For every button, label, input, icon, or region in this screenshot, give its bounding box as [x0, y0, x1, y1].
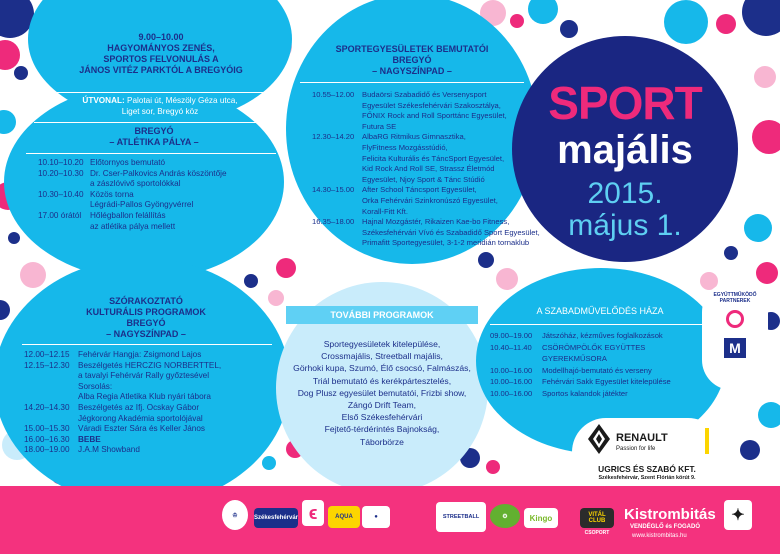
program-desc: Dr. Cser-Palkovics András köszöntője — [90, 168, 227, 178]
tovabbi-program-list — [282, 338, 482, 448]
program-time — [312, 228, 362, 239]
program-desc: CSÖRÖMPÖLŐK EGYÜTTES — [542, 342, 646, 352]
program-desc: az atlétika pálya mellett — [90, 221, 176, 231]
sponsor-company: UGRICS ÉS SZABÓ KFT. — [598, 464, 696, 474]
program-time — [38, 200, 90, 211]
tovabbi-line: Sportegyesületek kitelepülése, — [323, 339, 441, 349]
kulturalis-title-line: BREGYÓ — [126, 318, 166, 328]
sponsor-address: Székesfehérvár, Szent Flórián körút 9. — [598, 475, 696, 481]
kulturalis-title — [34, 296, 258, 340]
program-desc: GYEREKMŰSORA — [542, 354, 607, 364]
title-majalis: majális — [557, 128, 693, 172]
renault-logo-icon — [588, 424, 610, 454]
program-desc: Székesfehérvári Vívó és Szabadidő Sport Egyesület, — [362, 227, 540, 237]
program-time: 10.30–10.40 — [38, 189, 84, 199]
program-desc: FŐNIX Rock and Roll Sporttánc Egyesület, — [362, 111, 507, 121]
program-row — [38, 190, 278, 201]
program-row — [24, 361, 276, 372]
partner-label: EGYÜTTMŰKÖDŐ — [713, 292, 757, 298]
program-time — [24, 414, 78, 425]
program-row — [312, 228, 540, 239]
program-time — [312, 238, 362, 249]
program-row — [490, 353, 720, 365]
divider — [26, 153, 276, 154]
program-time — [312, 122, 362, 133]
program-time: 12.00–12.15 — [24, 350, 70, 359]
program-time — [312, 196, 362, 207]
program-desc: Jégkorong Akadémia sportolójával — [78, 413, 203, 423]
atletika-title-line: – ATLÉTIKA PÁLYA – — [109, 137, 199, 147]
footer-logo-bird-icon: ✦ — [724, 500, 752, 530]
program-time: 10.40–11.40 — [490, 342, 532, 352]
program-row — [490, 365, 720, 377]
program-desc: Beszélgetés az Ifj. Ocskay Gábor — [78, 402, 200, 412]
program-desc: Váradi Eszter Sára és Keller János — [78, 424, 205, 434]
renault-text: RENAULT — [616, 432, 668, 444]
sport-title-line: SPORTEGYESÜLETEK BEMUTATÓI — [335, 44, 489, 54]
footer-logo-streetball: STREETBALL — [436, 502, 486, 532]
kistrombitas-name: Kistrombitás — [624, 506, 716, 523]
footer-logo-bike-icon: ⚙ — [490, 504, 520, 528]
program-time — [24, 371, 78, 382]
footer-logo-round-icon: ● — [362, 506, 390, 528]
program-row — [312, 217, 540, 228]
program-desc: Egyesület Székesfehérvári Szakosztálya, — [362, 100, 501, 110]
kulturalis-title-line: – NAGYSZÍNPAD – — [106, 329, 186, 339]
program-time: 17.00 órától — [38, 210, 82, 220]
program-row — [38, 200, 278, 211]
program-time: 15.00–15.30 — [24, 424, 70, 434]
sport-title-line: BREGYÓ — [392, 55, 432, 65]
program-desc: After School Táncsport Egyesület, — [362, 185, 477, 195]
kistrombitas-sub: VENDÉGLŐ és FOGADÓ — [630, 524, 701, 530]
program-time — [490, 353, 542, 365]
program-time: 12.15–12.30 — [24, 360, 70, 370]
divider — [40, 92, 278, 93]
program-time — [38, 179, 90, 190]
renault-tagline: Passion for life — [616, 446, 656, 452]
program-desc: Egyesület, Njoy Sport & Tánc Stúdió — [362, 174, 485, 184]
program-time — [312, 164, 362, 175]
tovabbi-line: Dog Plusz egyesület bemutatói, Frizbi show, — [297, 387, 467, 398]
program-time — [24, 392, 78, 403]
program-row — [312, 122, 540, 133]
tovabbi-title: TOVÁBBI PROGRAMOK — [330, 310, 434, 320]
program-time: 14.30–15.00 — [312, 185, 355, 195]
footer-logo-aqua: AQUA — [328, 506, 360, 528]
program-time: 16.00–16.30 — [24, 434, 70, 444]
program-row — [38, 158, 278, 169]
footer-logo-kingo: Kingo — [524, 508, 558, 528]
title-block — [512, 77, 738, 242]
tovabbi-line: Fejtető-térdérintés Bajnokság, — [324, 424, 440, 435]
footer-logo-csoport: CSOPORT — [584, 530, 610, 536]
program-row — [24, 392, 276, 403]
program-desc: a tavalyi Fehérvár Rally győztesével — [78, 371, 210, 381]
program-desc: BEBE — [78, 434, 101, 444]
sport-egyesuletek-title — [300, 44, 524, 77]
kulturalis-program-list — [24, 350, 276, 456]
program-time: 10.10–10.20 — [38, 158, 84, 167]
program-time: 10.20–10.30 — [38, 168, 84, 178]
szabadmuvelodes-program-list — [490, 330, 720, 400]
route-block — [40, 96, 280, 117]
divider — [300, 82, 524, 83]
program-desc: Közös torna — [90, 189, 134, 199]
route-line: Palotai út, Mészöly Géza utca, — [126, 96, 238, 105]
program-time — [312, 175, 362, 186]
sport-title-line: – NAGYSZÍNPAD – — [372, 66, 452, 76]
program-row — [312, 111, 540, 122]
program-time: 14.20–14.30 — [24, 402, 70, 412]
program-desc: Sportos kalandok játékter — [542, 388, 628, 398]
divider — [490, 324, 710, 325]
title-year: 2015. — [587, 177, 663, 210]
footer-logo-f-icon: ϵ — [302, 500, 324, 526]
footer-logo-vital: VITÁL CLUB — [580, 508, 614, 528]
footer-logo-szekesfehervar: Székesfehérvár — [254, 508, 298, 528]
program-desc: Primafitt Sportegyesület, 3-1-2 meridián tornaklub — [362, 238, 530, 248]
program-desc: AlbaRG Ritmikus Gimnasztika, — [362, 132, 466, 142]
program-row — [24, 403, 276, 414]
program-row — [38, 211, 278, 222]
program-time — [312, 143, 362, 154]
program-row — [24, 414, 276, 425]
szabadmuvelodes-title: A SZABADMŰVELŐDÉS HÁZA — [536, 306, 664, 316]
program-desc: Modellhajó-bemutató és verseny — [542, 365, 652, 375]
opening-line: SPORTOS FELVONULÁS A — [103, 54, 219, 64]
program-row — [38, 222, 278, 233]
program-desc: Hajnal Mozgástér, Rikaizen Kae-bo Fitness, — [362, 217, 510, 227]
program-time: 09.00–19.00 — [490, 331, 533, 340]
route-label: ÚTVONAL: — [82, 96, 125, 105]
route-line: Liget sor, Bregyó köz — [121, 106, 199, 116]
program-desc: Orka Fehérvári Szinkronúszó Egyesület, — [362, 195, 498, 205]
opening-time: 9.00–10.00 — [138, 32, 184, 42]
partner-m-logo-icon: M — [724, 338, 746, 358]
kulturalis-title-line: KULTURÁLIS PROGRAMOK — [86, 307, 206, 317]
program-row — [24, 445, 276, 456]
program-desc: Beszélgetés HERCZIG NORBERTTEL, — [78, 360, 222, 370]
partner-logo-icon — [726, 310, 744, 328]
program-time — [38, 222, 90, 233]
tovabbi-line: Első Székesfehérvári — [341, 412, 423, 423]
program-row — [24, 435, 276, 446]
program-row — [490, 388, 720, 400]
atletika-title-line: BREGYÓ — [134, 126, 174, 136]
program-row — [312, 238, 540, 249]
program-time — [312, 111, 362, 122]
tovabbi-line: Zángó Drift Team, — [347, 400, 417, 411]
tovabbi-line: Triál bemutató és kerékpártesztelés, — [312, 375, 452, 386]
program-row — [312, 90, 540, 101]
program-time: 10.00–16.00 — [490, 388, 533, 398]
program-time: 10.55–12.00 — [312, 90, 355, 99]
sport-program-list — [312, 90, 540, 249]
program-row — [24, 371, 276, 382]
divider — [34, 122, 282, 123]
program-row — [24, 424, 276, 435]
program-row — [490, 342, 720, 354]
program-desc: Futura SE — [362, 121, 397, 131]
title-date: május 1. — [568, 209, 682, 242]
program-time: 10.00–16.00 — [490, 377, 533, 387]
tovabbi-line: Görhoki kupa, Szumó, Élő csocsó, Falmászás, — [293, 363, 471, 374]
program-row — [312, 185, 540, 196]
program-desc: Fehérvári Sakk Egyesület kitelepülése — [542, 377, 671, 387]
program-desc: Előtornyos bemutató — [90, 158, 166, 167]
program-desc: FlyFitness Mozgásstúdió, — [362, 142, 448, 152]
program-row — [490, 330, 720, 342]
program-time — [312, 207, 362, 218]
opening-block — [50, 32, 272, 76]
tovabbi-line: Crossmajális, Streetball majális, — [321, 351, 443, 362]
program-row — [312, 132, 540, 143]
kulturalis-title-line: SZÓRAKOZTATÓ — [109, 296, 183, 306]
program-time — [312, 101, 362, 112]
program-desc: Játszóház, kézműves foglalkozások — [542, 331, 663, 340]
program-desc: Fehérvár Hangja: Zsigmond Lajos — [78, 350, 202, 359]
program-time: 16.35–18.00 — [312, 217, 355, 227]
program-row — [24, 350, 276, 361]
program-row — [24, 382, 276, 393]
program-time: 18.00–19.00 — [24, 445, 70, 455]
opening-line: HAGYOMÁNYOS ZENÉS, — [107, 43, 215, 53]
program-desc: J.A.M Showband — [78, 445, 140, 455]
program-row — [312, 101, 540, 112]
program-time — [24, 382, 78, 393]
tovabbi-line: Táborbörze — [360, 436, 404, 447]
partner-label: PARTNEREK — [719, 298, 751, 304]
program-desc: Korall-Fitt Kft. — [362, 206, 408, 216]
city-crest-icon: ♔ — [222, 500, 248, 530]
program-desc: Felicita Kulturális és TáncSport Egyesület, — [362, 153, 505, 163]
program-row — [38, 169, 278, 180]
program-desc: Légrádi-Pallos Gyöngyvérrel — [90, 200, 194, 210]
program-row — [312, 164, 540, 175]
program-row — [38, 179, 278, 190]
program-row — [490, 376, 720, 388]
program-row — [312, 196, 540, 207]
program-row — [312, 154, 540, 165]
program-desc: Sorsolás: — [78, 381, 113, 391]
opening-line: JÁNOS VITÉZ PARKTÓL A BREGYÓIG — [79, 65, 243, 75]
program-row — [312, 143, 540, 154]
title-sport: SPORT — [548, 77, 702, 129]
program-time — [312, 154, 362, 165]
program-desc: a zászlóvivő sportolókkal — [90, 179, 181, 189]
divider — [22, 344, 272, 345]
atletika-program-list — [38, 158, 278, 232]
program-row — [312, 175, 540, 186]
program-time: 10.00–16.00 — [490, 365, 533, 375]
kistrombitas-web: www.kistrombitas.hu — [632, 533, 687, 539]
program-desc: Kid Rock And Roll SE, Strassz Életmód — [362, 164, 495, 174]
program-time: 12.30–14.20 — [312, 132, 355, 142]
program-desc: Budaörsi Szabadidő és Versenysport — [362, 90, 487, 99]
atletika-title — [30, 126, 278, 148]
program-desc: Alba Regia Atletika Klub nyári tábora — [78, 392, 211, 402]
program-row — [312, 207, 540, 218]
program-desc: Hőlégballon felállítás — [90, 210, 166, 220]
renault-yellow-bar — [705, 428, 709, 454]
